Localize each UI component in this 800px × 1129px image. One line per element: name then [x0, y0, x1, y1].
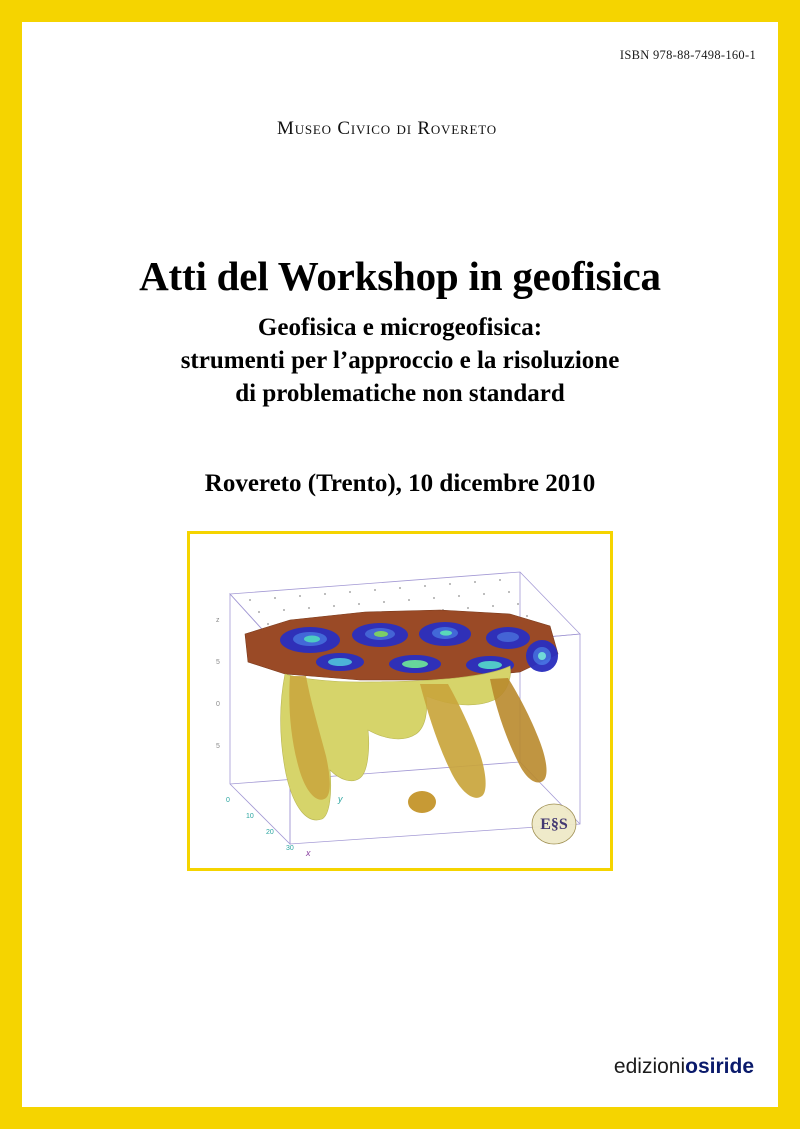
page-title: Atti del Workshop in geofisica: [139, 253, 661, 299]
svg-text:x: x: [306, 848, 311, 858]
svg-text:0: 0: [216, 701, 220, 708]
svg-text:y: y: [338, 794, 343, 804]
svg-text:5: 5: [216, 659, 220, 666]
svg-text:0: 0: [226, 797, 230, 804]
cover-inner: [22, 22, 778, 1107]
cover-figure: [190, 534, 610, 868]
svg-text:10: 10: [246, 813, 254, 820]
svg-text:5: 5: [216, 743, 220, 750]
svg-text:z: z: [216, 617, 220, 624]
logo-watermark: [532, 804, 576, 844]
publisher-prefix: edizioni: [613, 1055, 686, 1078]
place-and-date: Rovereto (Trento), 10 dicembre 2010: [204, 470, 596, 497]
svg-text:20: 20: [266, 829, 274, 836]
subtitle-line-3: di problematiche non standard: [235, 380, 565, 408]
publisher-credit: [614, 1055, 754, 1079]
title-block: [22, 254, 778, 410]
isbn-text: ISBN 978-88-7498-160-1: [619, 48, 756, 62]
geophysics-3d-model-image: [190, 534, 610, 868]
subtitle-line-1: Geofisica e microgeofisica:: [257, 314, 543, 342]
subtitle-line-2: strumenti per l’approccio e la risoluzione: [180, 347, 620, 375]
svg-text:E§S: E§S: [540, 816, 568, 833]
institution-name: [277, 118, 497, 140]
cover-figure-frame: [187, 531, 613, 871]
institution-label: Museo Civico di Rovereto: [277, 118, 497, 139]
publisher-name: osiride: [685, 1055, 754, 1078]
svg-text:30: 30: [286, 845, 294, 852]
subtitle-block: [22, 311, 778, 410]
